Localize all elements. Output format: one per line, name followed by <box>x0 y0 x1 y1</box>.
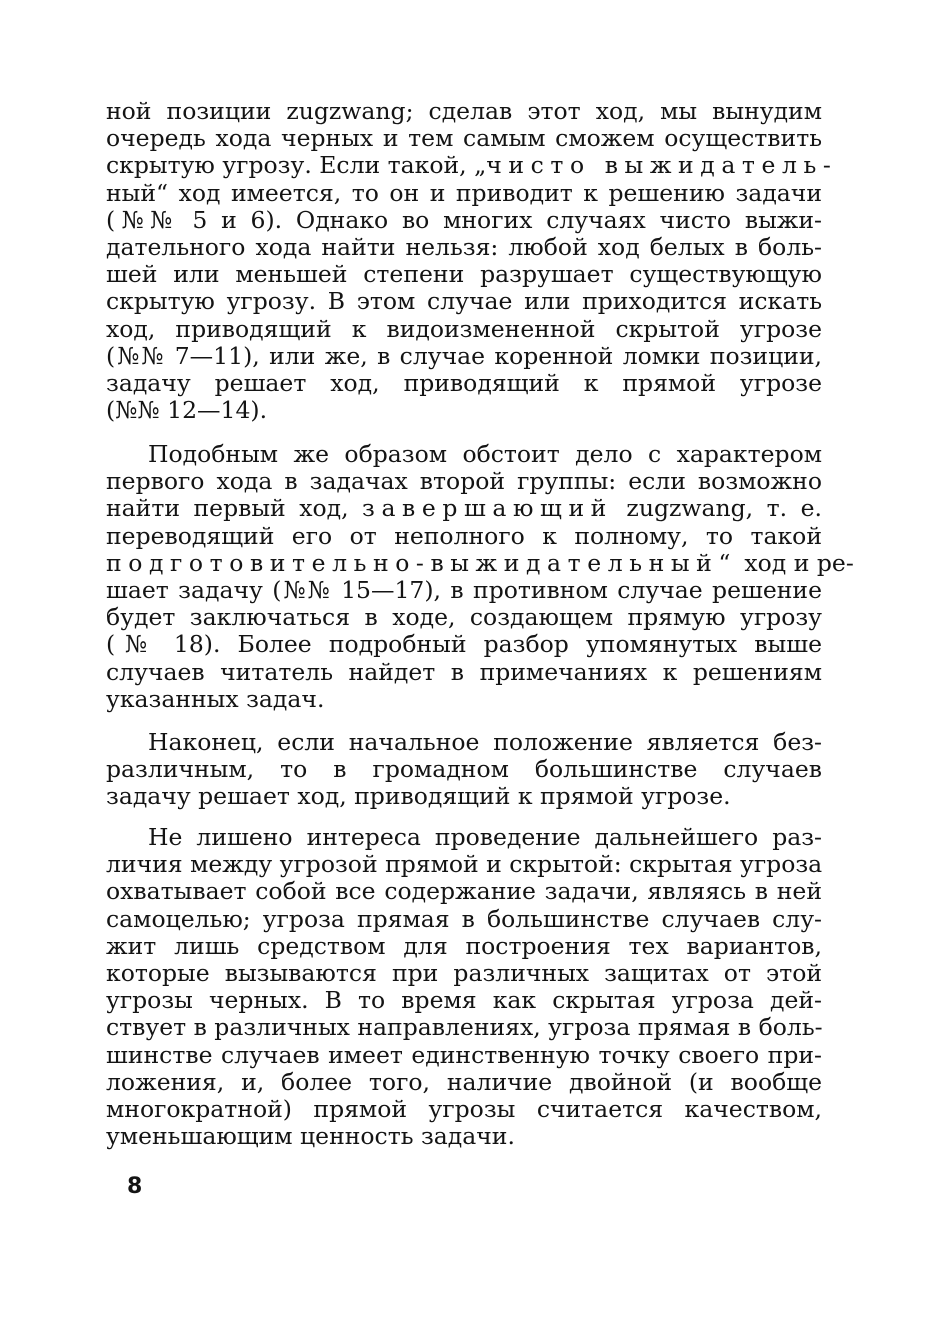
text-line: ложения, и, более того, наличие двойной (и вообще <box>106 1067 822 1096</box>
text-line: ный“ ход имеется, то он и приводит к решению задачи <box>106 178 822 207</box>
emphasized-term: чисто выжидатель- <box>486 151 838 180</box>
text-line: задачу решает ход, приводящий к прямой угрозе. <box>106 782 731 811</box>
text-line: которые вызываются при различных защитах от этой <box>106 959 822 988</box>
text-line: Подобным же образом обстоит дело с характером <box>148 440 822 468</box>
text-line <box>106 495 822 522</box>
text-line: (№№ 12—14). <box>106 396 268 425</box>
text-line: угрозы черных. В то время как скрытая угроза дей- <box>106 986 822 1015</box>
text-line: уменьшающим ценность задачи. <box>106 1122 515 1151</box>
text-line <box>106 151 838 180</box>
text-line: шей или меньшей степени разрушает существующую <box>106 260 822 289</box>
emphasized-term: подготовительно-выжидательный“ <box>106 548 737 577</box>
text-line: (№№ 7—11), или же, в случае коренной ломки позиции, <box>106 341 822 370</box>
text-line: случаев читатель найдет в примечаниях к решениям <box>106 657 822 686</box>
paragraph-3 <box>106 729 822 811</box>
text-line: различным, то в громадном большинстве случаев <box>106 755 822 784</box>
text-line: (№№ 5 и 6). Однако во многих случаях чисто выжи- <box>106 205 822 234</box>
text-line: скрытую угрозу. В этом случае или приходится искать <box>106 287 822 316</box>
text-line: (№ 18). Более подробный разбор упомянутых выше <box>106 630 822 659</box>
text-line: первого хода в задачах второй группы: если возможно <box>106 467 822 496</box>
text-line: шинстве случаев имеет единственную точку своего при- <box>106 1040 822 1069</box>
text-line: шает задачу (№№ 15—17), в противном случае решение <box>106 576 822 605</box>
paragraph-1 <box>106 97 838 425</box>
text-line: ной позиции zugzwang; сделав этот ход, мы вынудим <box>106 97 822 125</box>
text-line: самоцелью; угроза прямая в большинстве случаев слу- <box>106 904 822 933</box>
paragraph-4 <box>106 824 822 1150</box>
text-segment: найти первый ход, <box>106 494 363 523</box>
text-line: очередь хода черных и тем самым сможем осуществить <box>106 124 822 153</box>
text-line: будет заключаться в ходе, создающем прямую угрозу <box>106 603 822 632</box>
text-line: задачу решает ход, приводящий к прямой угрозе <box>106 369 822 398</box>
paragraph-2 <box>106 440 854 713</box>
text-segment: ход и ре- <box>736 548 854 577</box>
emphasized-term: завершающий <box>362 494 613 523</box>
text-line: переводящий его от неполного к полному, то такой <box>106 521 822 550</box>
page-number: 8 <box>127 1174 143 1199</box>
text-line: дательного хода найти нельзя: любой ход белых в боль- <box>106 233 822 262</box>
text-line: жит лишь средством для построения тех вариантов, <box>106 931 822 960</box>
text-line: охватывает собой все содержание задачи, являясь в ней <box>106 877 822 906</box>
text-line <box>106 548 854 577</box>
text-line: многократной) прямой угрозы считается качеством, <box>106 1095 822 1124</box>
text-line: ход, приводящий к видоизмененной скрытой угрозе <box>106 314 822 343</box>
text-segment: zugzwang, т. е. <box>612 494 822 523</box>
text-line: Наконец, если начальное положение является без- <box>148 728 822 756</box>
text-line: личия между угрозой прямой и скрытой: скрытая угроза <box>106 850 823 879</box>
text-segment: скрытую угрозу. Если такой, „ <box>106 151 487 180</box>
text-line: ствует в различных направлениях, угроза прямая в боль- <box>106 1013 823 1042</box>
text-line: указанных задач. <box>106 684 325 713</box>
text-line: Не лишено интереса проведение дальнейшего раз- <box>148 823 822 851</box>
